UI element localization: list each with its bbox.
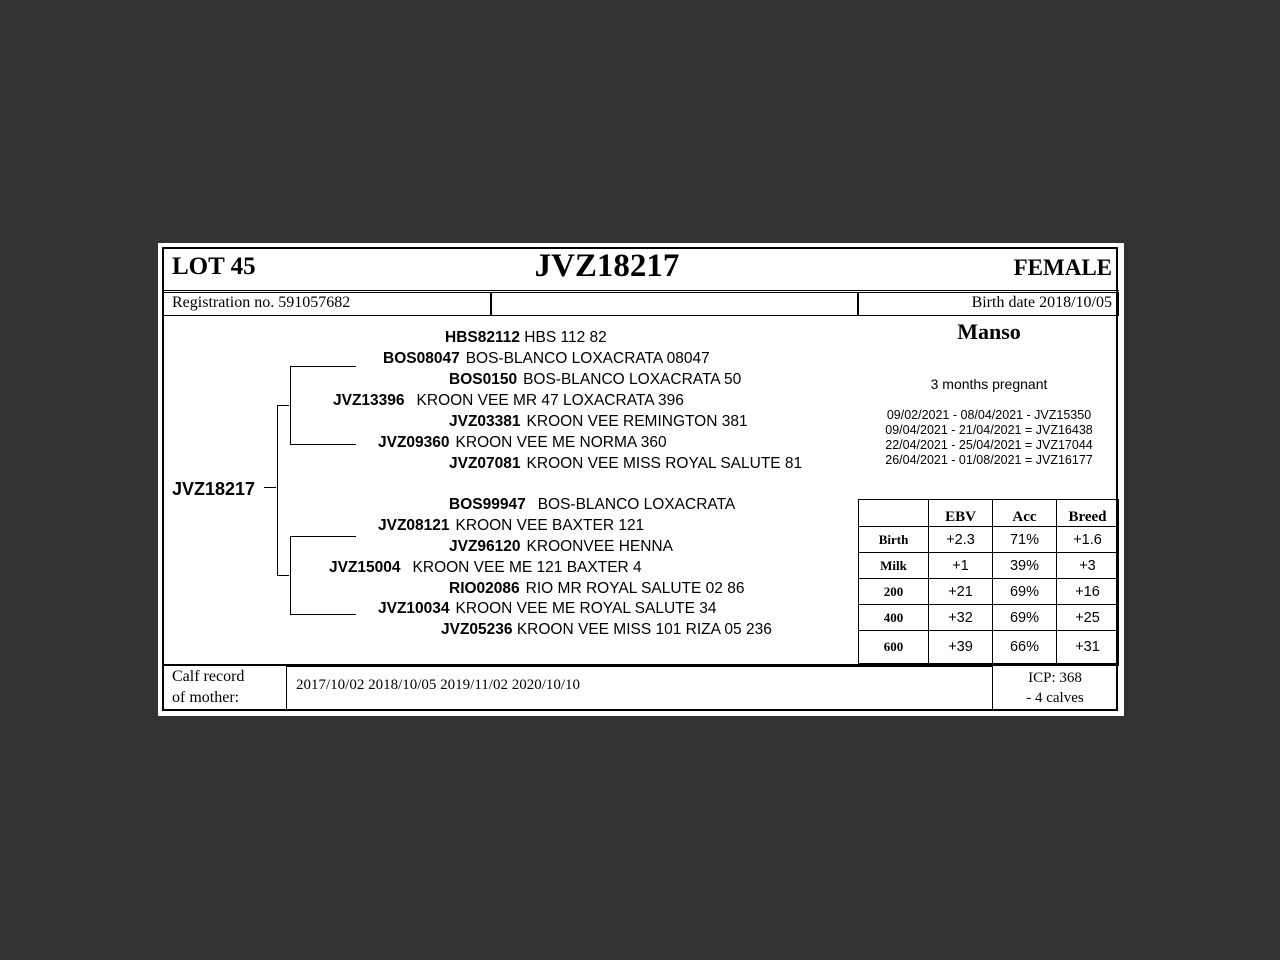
- service-record: 22/04/2021 - 25/04/2021 = JVZ17044: [885, 438, 1093, 452]
- calf-record-label-line: of mother:: [172, 689, 240, 706]
- service-record: 09/02/2021 - 08/04/2021 - JVZ15350: [886, 408, 1092, 422]
- icp-summary: [996, 668, 1114, 708]
- calves-count: - 4 calves: [1026, 690, 1084, 706]
- pedigree-entry: BOS08047 BOS-BLANCO LOXACRATA 08047: [383, 350, 710, 367]
- row-label: 400: [859, 605, 929, 631]
- pedigree-entry: JVZ15004 KROON VEE ME 121 BAXTER 4: [329, 559, 642, 576]
- service-record: 09/04/2021 - 21/04/2021 = JVZ16438: [885, 423, 1093, 437]
- pedigree-line: [264, 487, 276, 488]
- pedigree-entry: JVZ09360 KROON VEE ME NORMA 360: [378, 434, 667, 451]
- table-cell: 66%: [993, 631, 1057, 664]
- row-label: 200: [859, 579, 929, 605]
- row-label: Birth: [859, 527, 929, 553]
- pedigree-entry: JVZ08121 KROON VEE BAXTER 121: [378, 517, 645, 534]
- table-cell: +25: [1057, 605, 1119, 631]
- table-cell: +31: [1057, 631, 1119, 664]
- table-cell: 69%: [993, 579, 1057, 605]
- calf-record-label-line: Calf record: [172, 668, 245, 685]
- table-cell: +3: [1057, 553, 1119, 579]
- pedigree-entry: JVZ07081 KROON VEE MISS ROYAL SALUTE 81: [449, 455, 803, 472]
- table-row: [859, 631, 1119, 664]
- pedigree-entry: JVZ05236 KROON VEE MISS 101 RIZA 05 236: [441, 621, 772, 638]
- sex-label: FEMALE: [1013, 255, 1112, 280]
- empty-cell: [491, 292, 858, 316]
- pedigree-line: [290, 614, 356, 615]
- service-record: 26/04/2021 - 01/08/2021 = JVZ16177: [885, 453, 1093, 467]
- pedigree-line: [290, 536, 356, 537]
- table-cell: +32: [929, 605, 993, 631]
- pedigree-line: [290, 444, 356, 445]
- table-header: Acc: [993, 500, 1057, 527]
- table-cell: +39: [929, 631, 993, 664]
- table-header: Breed: [1057, 500, 1119, 527]
- lot-number: LOT 45: [172, 253, 256, 280]
- pedigree-entry: RIO02086 RIO MR ROYAL SALUTE 02 86: [449, 580, 745, 597]
- row-label: 600: [859, 631, 929, 664]
- table-cell: +2.3: [929, 527, 993, 553]
- table-row: [859, 579, 1119, 605]
- pregnancy-status: 3 months pregnant: [930, 376, 1048, 392]
- lot-card: [158, 243, 1124, 716]
- table-header: EBV: [929, 500, 993, 527]
- pedigree-line: [290, 536, 291, 614]
- calf-record-label: [172, 666, 244, 708]
- pedigree-line: [277, 405, 278, 575]
- table-cell: +21: [929, 579, 993, 605]
- pedigree-line: [290, 366, 356, 367]
- table-cell: +1: [929, 553, 993, 579]
- birth-date: Birth date 2018/10/05: [971, 294, 1112, 311]
- table-row: [859, 527, 1119, 553]
- table-row: [859, 553, 1119, 579]
- table-row: [859, 605, 1119, 631]
- pedigree-line: [277, 575, 289, 576]
- pedigree-animal: JVZ18217: [172, 479, 256, 499]
- registration-number: Registration no. 591057682: [172, 294, 351, 311]
- ebv-table: [858, 499, 1119, 664]
- pedigree-line: [290, 366, 291, 444]
- table-cell: 71%: [993, 527, 1057, 553]
- table-cell: 69%: [993, 605, 1057, 631]
- pedigree-entry: JVZ03381 KROON VEE REMINGTON 381: [449, 413, 748, 430]
- table-cell: +1.6: [1057, 527, 1119, 553]
- table-header: [859, 500, 929, 527]
- table-cell: +16: [1057, 579, 1119, 605]
- calf-record-dates: 2017/10/02 2018/10/05 2019/11/02 2020/10/10: [296, 677, 581, 693]
- row-label: Milk: [859, 553, 929, 579]
- icp-value: ICP: 368: [1028, 670, 1082, 686]
- table-header-row: [859, 500, 1119, 527]
- animal-id-title: JVZ18217: [534, 248, 680, 284]
- pedigree-entry: BOS0150 BOS-BLANCO LOXACRATA 50: [449, 371, 742, 388]
- pedigree-entry: JVZ13396 KROON VEE MR 47 LOXACRATA 396: [333, 392, 684, 409]
- pedigree-entry: BOS99947 BOS-BLANCO LOXACRATA: [449, 496, 736, 513]
- pedigree-entry: JVZ10034 KROON VEE ME ROYAL SALUTE 34: [378, 600, 717, 617]
- table-cell: 39%: [993, 553, 1057, 579]
- herd-name: Manso: [957, 319, 1021, 344]
- pedigree-entry: JVZ96120 KROONVEE HENNA: [449, 538, 673, 555]
- pedigree-entry: HBS82112 HBS 112 82: [445, 329, 607, 346]
- pedigree-line: [277, 405, 289, 406]
- divider: [163, 290, 1119, 291]
